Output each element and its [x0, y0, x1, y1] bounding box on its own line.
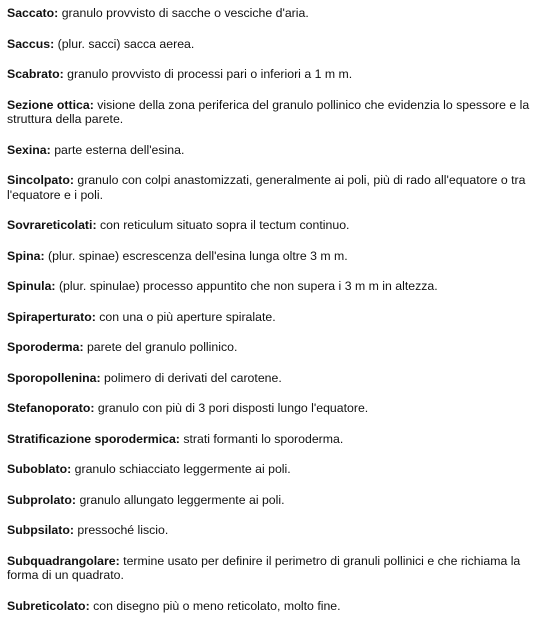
glossary-definition: pressoché liscio.: [77, 523, 169, 537]
glossary-definition: granulo provvisto di processi pari o inferiori a 1 m m.: [67, 67, 353, 81]
glossary-definition: strati formanti lo sporoderma.: [183, 431, 344, 446]
glossary-definition: granulo con colpi anastomizzati, generalmente ai poli, più di rado all'equatore o tra l'equatore e i poli.: [7, 173, 526, 202]
glossary-definition: granulo schiacciato leggermente ai poli.: [74, 462, 291, 476]
glossary-entry: Sovrareticolati: con reticulum situato sopra il tectum continuo.: [7, 218, 350, 232]
glossary-entry: Subreticolato: con disegno più o meno reticolato, molto fine.: [7, 598, 341, 613]
glossary-term: Subreticolato: [7, 598, 86, 613]
glossary-term: Stefanoporato: [7, 401, 91, 415]
glossary-entry: Spina: (plur. spinae) escrescenza dell'esina lunga oltre 3 m m.: [7, 248, 348, 263]
glossary-entry: Spinula: (plur. spinulae) processo appuntito che non supera i 3 m m in altezza.: [7, 279, 438, 293]
glossary-definition: con disegno più o meno reticolato, molto fine.: [93, 598, 341, 613]
glossary-entry: Subquadrangolare: termine usato per definire il perimetro di granuli pollinici e che richiama la forma di un quadrato.: [7, 553, 521, 582]
glossary-term: Sezione ottica: [7, 97, 90, 112]
glossary-entry: Stefanoporato: granulo con più di 3 pori disposti lungo l'equatore.: [7, 401, 369, 415]
glossary-term: Subpsilato: [7, 523, 70, 537]
glossary-term: Saccato: [7, 6, 55, 20]
glossary-term: Subquadrangolare: [7, 553, 116, 568]
glossary-definition: termine usato per definire il perimetro di granuli pollinici e che richiama la forma di un quadrato.: [7, 553, 521, 582]
glossary-definition: granulo provvisto di sacche o vesciche d'aria.: [61, 6, 309, 20]
glossary-entry: Subpsilato: pressoché liscio.: [7, 523, 169, 537]
glossary-term: Sovrareticolati: [7, 218, 93, 232]
glossary-entry: Scabrato: granulo provvisto di processi pari o inferiori a 1 m m.: [7, 67, 353, 81]
glossary-term: Sexina: [7, 142, 47, 157]
glossary-definition: con una o più aperture spiralate.: [99, 309, 276, 324]
glossary-definition: granulo allungato leggermente ai poli.: [79, 492, 285, 507]
glossary-term: Saccus: [7, 36, 51, 51]
glossary-term: Suboblato: [7, 462, 68, 476]
glossary-term: Spiraperturato: [7, 309, 92, 324]
glossary-term: Sincolpato: [7, 173, 70, 187]
glossary-entry: Stratificazione sporodermica: strati formanti lo sporoderma.: [7, 431, 344, 446]
glossary-entry: Sporoderma: parete del granulo pollinico.: [7, 340, 238, 354]
glossary-entry: Spiraperturato: con una o più aperture spiralate.: [7, 309, 276, 324]
glossary-definition: parte esterna dell'esina.: [54, 142, 185, 157]
glossary-list: [7, 6, 552, 629]
glossary-definition: visione della zona periferica del granulo pollinico che evidenzia lo spessore e la struttura della parete.: [7, 97, 530, 126]
glossary-definition: con reticulum situato sopra il tectum continuo.: [99, 218, 350, 232]
glossary-term: Scabrato: [7, 67, 60, 81]
glossary-entry: Sincolpato: granulo con colpi anastomizzati, generalmente ai poli, più di rado all'equatore o tra l'equatore e i poli.: [7, 173, 526, 202]
glossary-term: Subprolato: [7, 492, 72, 507]
glossary-entry: Suboblato: granulo schiacciato leggermente ai poli.: [7, 462, 291, 476]
glossary-term: Stratificazione sporodermica: [7, 431, 176, 446]
glossary-term: Spina: [7, 248, 41, 263]
glossary-definition: (plur. spinae) escrescenza dell'esina lunga oltre 3 m m.: [48, 248, 348, 263]
glossary-term: Sporoderma: [7, 340, 80, 354]
glossary-term: Sporopollenina: [7, 370, 97, 385]
glossary-entry: Subprolato: granulo allungato leggermente ai poli.: [7, 492, 285, 507]
glossary-entry: Saccato: granulo provvisto di sacche o vesciche d'aria.: [7, 6, 309, 20]
glossary-definition: parete del granulo pollinico.: [86, 340, 238, 354]
glossary-definition: (plur. sacci) sacca aerea.: [57, 36, 195, 51]
glossary-definition: granulo con più di 3 pori disposti lungo l'equatore.: [97, 401, 369, 415]
glossary-entry: Sezione ottica: visione della zona periferica del granulo pollinico che evidenzia lo spessore e la struttura della parete.: [7, 97, 530, 126]
glossary-entry: Saccus: (plur. sacci) sacca aerea.: [7, 36, 195, 51]
glossary-entry: Sporopollenina: polimero di derivati del carotene.: [7, 370, 282, 385]
glossary-term: Spinula: [7, 279, 52, 293]
glossary-entry: Sexina: parte esterna dell'esina.: [7, 142, 185, 157]
glossary-definition: (plur. spinulae) processo appuntito che non supera i 3 m m in altezza.: [58, 279, 438, 293]
glossary-definition: polimero di derivati del carotene.: [104, 370, 282, 385]
